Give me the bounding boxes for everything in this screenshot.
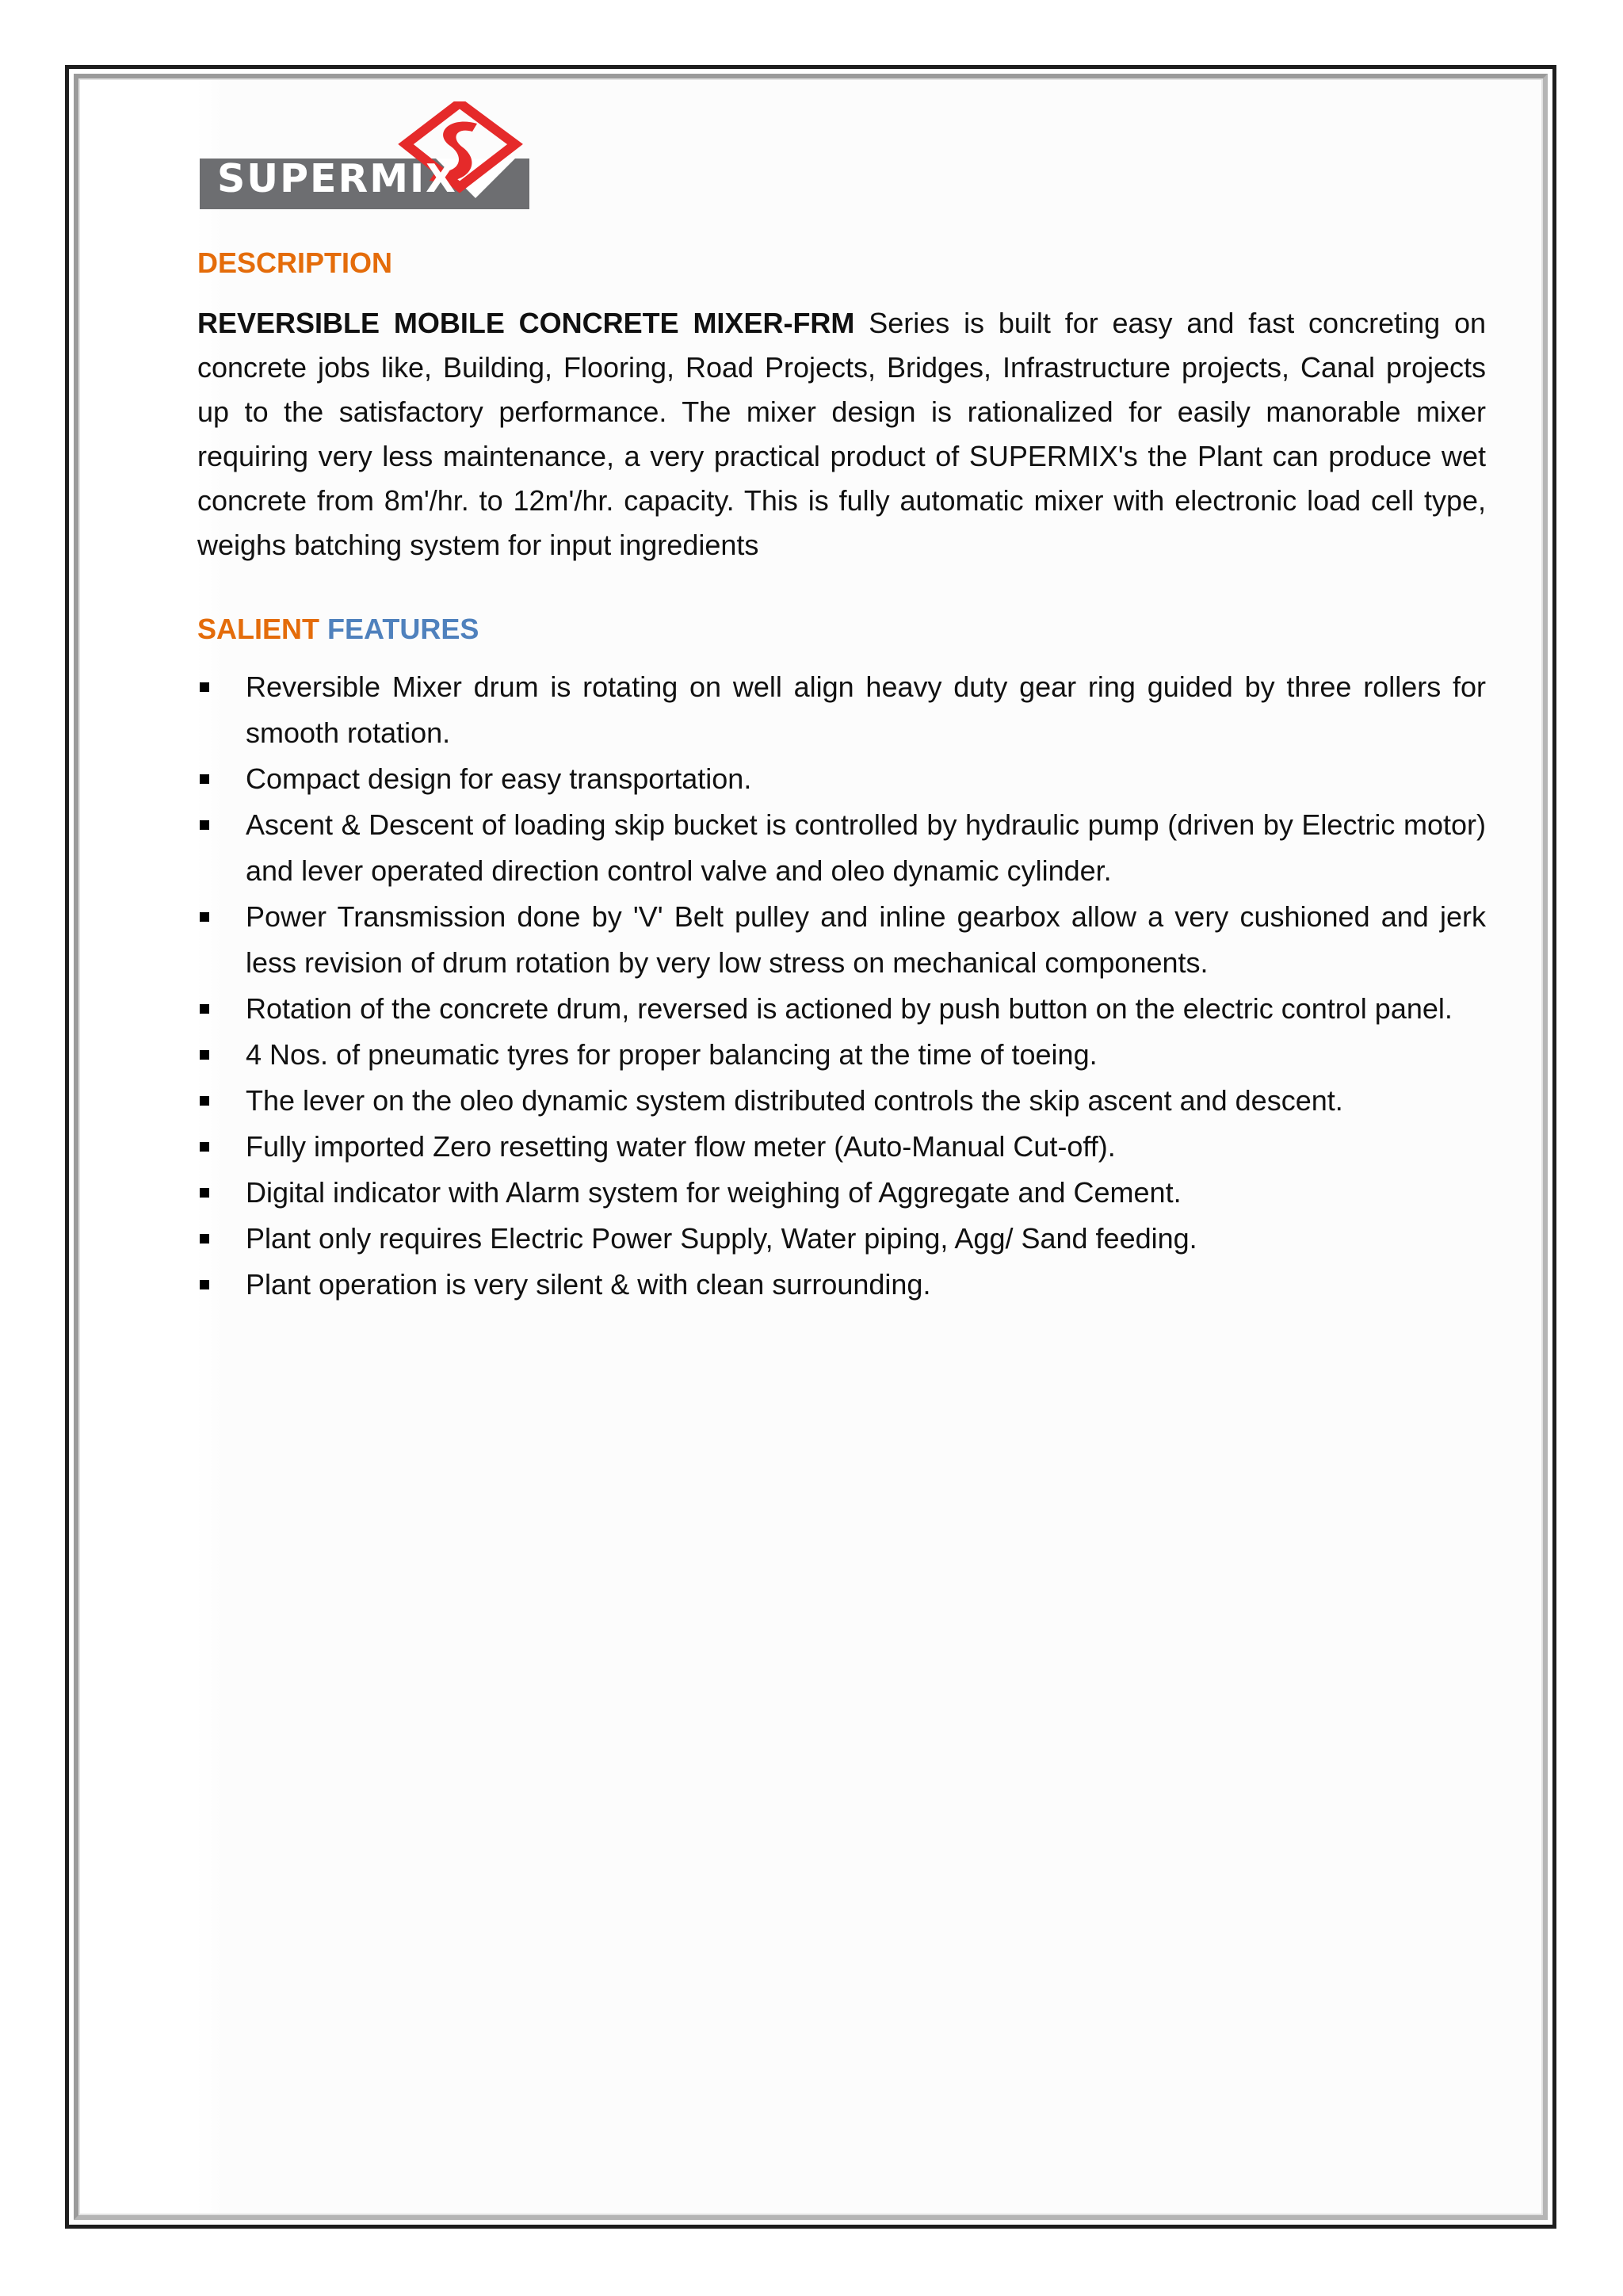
supermix-logo: [198, 101, 531, 212]
list-item: [197, 1124, 1486, 1170]
description-paragraph: [197, 301, 1486, 567]
list-item: [197, 664, 1486, 756]
feature-text: Power Transmission done by 'V' Belt pulley and inline gearbox allow a very cushioned and jerk less revision of drum rotation by very low stress on mechanical components.: [246, 900, 1486, 979]
list-item: [197, 1170, 1486, 1216]
features-heading-part1: SALIENT: [197, 613, 328, 645]
list-item: [197, 986, 1486, 1032]
feature-text: Reversible Mixer drum is rotating on well align heavy duty gear ring guided by three rollers for smooth rotation.: [246, 670, 1486, 749]
list-item: [197, 894, 1486, 986]
square-bullet-icon: [200, 820, 209, 830]
logo-wordmark: SUPERMIX: [217, 156, 457, 201]
feature-text: Digital indicator with Alarm system for weighing of Aggregate and Cement.: [246, 1176, 1182, 1209]
list-item: [197, 1078, 1486, 1124]
list-item: [197, 1032, 1486, 1078]
square-bullet-icon: [200, 1050, 209, 1060]
product-name: REVERSIBLE MOBILE CONCRETE MIXER-FRM: [197, 307, 855, 339]
features-heading: [197, 615, 1486, 644]
list-item: [197, 802, 1486, 894]
feature-text: The lever on the oleo dynamic system distributed controls the skip ascent and descent.: [246, 1084, 1343, 1117]
features-heading-part2: FEATURES: [327, 613, 479, 645]
feature-text: Ascent & Descent of loading skip bucket is controlled by hydraulic pump (driven by Electric motor) and lever operated direction control valve and oleo dynamic cylinder.: [246, 808, 1486, 887]
square-bullet-icon: [200, 1280, 209, 1289]
features-list: [197, 664, 1486, 1308]
square-bullet-icon: [200, 1096, 209, 1106]
document-content: [197, 238, 1486, 1308]
feature-text: Fully imported Zero resetting water flow meter (Auto-Manual Cut-off).: [246, 1130, 1116, 1163]
feature-text: 4 Nos. of pneumatic tyres for proper balancing at the time of toeing.: [246, 1038, 1098, 1071]
feature-text: Plant only requires Electric Power Supply, Water piping, Agg/ Sand feeding.: [246, 1222, 1197, 1255]
square-bullet-icon: [200, 1004, 209, 1014]
square-bullet-icon: [200, 1234, 209, 1244]
square-bullet-icon: [200, 1142, 209, 1152]
square-bullet-icon: [200, 682, 209, 692]
list-item: [197, 1216, 1486, 1262]
list-item: [197, 756, 1486, 802]
description-body: Series is built for easy and fast concreting on concrete jobs like, Building, Flooring, Road Projects, Bridges, Infrastructure projects, Canal projects up to the satisfactory performance. The mixer design is rationalized for easily manorable mixer requiring very less maintenance, a very practical product of SUPERMIX's the Plant can produce wet concrete from 8m'/hr. to 12m'/hr. capacity. This is fully automatic mixer with electronic load cell type, weighs batching system for input ingredients: [197, 307, 1486, 561]
square-bullet-icon: [200, 774, 209, 784]
feature-text: Plant operation is very silent & with clean surrounding.: [246, 1268, 931, 1301]
description-heading: DESCRIPTION: [197, 246, 393, 279]
square-bullet-icon: [200, 912, 209, 922]
feature-text: Rotation of the concrete drum, reversed is actioned by push button on the electric control panel.: [246, 992, 1453, 1025]
square-bullet-icon: [200, 1188, 209, 1198]
list-item: [197, 1262, 1486, 1308]
feature-text: Compact design for easy transportation.: [246, 762, 752, 795]
